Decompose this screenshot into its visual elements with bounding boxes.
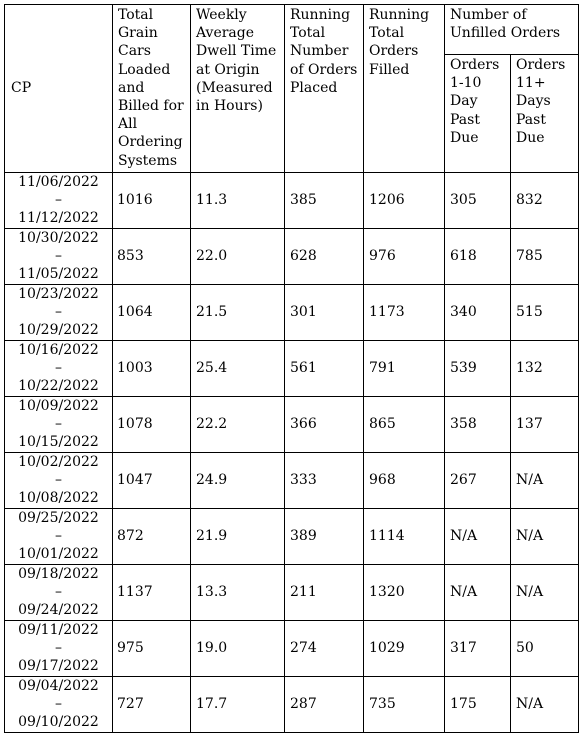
cell-past-due-11: 515 (511, 284, 579, 340)
cp-separator: – (55, 696, 62, 713)
cell-orders-placed: 385 (285, 172, 364, 228)
cp-separator: – (55, 640, 62, 657)
cell-orders-filled: 1206 (364, 172, 445, 228)
header-unfilled-orders: Number of Unfilled Orders (445, 5, 579, 55)
cp-date-range (5, 284, 113, 340)
cp-start-date: 09/11/2022 (18, 622, 99, 639)
header-dwell-time: Weekly Average Dwell Time at Origin (Measured in Hours) (191, 5, 285, 173)
cp-start-date: 10/09/2022 (18, 398, 99, 415)
header-orders-placed: Running Total Number of Orders Placed (285, 5, 364, 173)
cell-orders-filled: 865 (364, 396, 445, 452)
cp-separator: – (55, 304, 62, 321)
cell-past-due-1-10: N/A (445, 564, 511, 620)
cell-dwell-time: 21.5 (191, 284, 285, 340)
cp-date-range (5, 676, 113, 732)
cell-total-cars: 1047 (113, 452, 191, 508)
cell-past-due-1-10: 340 (445, 284, 511, 340)
table-row (5, 172, 579, 228)
cp-start-date: 09/25/2022 (18, 510, 99, 527)
cp-date-range (5, 452, 113, 508)
cell-past-due-1-10: 618 (445, 228, 511, 284)
cell-orders-placed: 628 (285, 228, 364, 284)
cell-past-due-1-10: 358 (445, 396, 511, 452)
grain-orders-table (4, 4, 579, 733)
cp-separator: – (55, 472, 62, 489)
table-row (5, 228, 579, 284)
cp-start-date: 11/06/2022 (18, 174, 99, 191)
cell-total-cars: 1003 (113, 340, 191, 396)
cp-date-range (5, 172, 113, 228)
header-orders-filled: Running Total Orders Filled (364, 5, 445, 173)
cell-past-due-11: N/A (511, 508, 579, 564)
cell-dwell-time: 19.0 (191, 620, 285, 676)
cp-start-date: 09/18/2022 (18, 566, 99, 583)
cell-total-cars: 1137 (113, 564, 191, 620)
cell-orders-placed: 333 (285, 452, 364, 508)
cell-past-due-11: N/A (511, 676, 579, 732)
cell-dwell-time: 25.4 (191, 340, 285, 396)
table-row (5, 284, 579, 340)
cell-past-due-11: 50 (511, 620, 579, 676)
cp-end-date: 11/12/2022 (18, 210, 99, 227)
table-row (5, 564, 579, 620)
cell-orders-placed: 301 (285, 284, 364, 340)
cell-total-cars: 975 (113, 620, 191, 676)
cp-date-range (5, 620, 113, 676)
cell-total-cars: 727 (113, 676, 191, 732)
cell-total-cars: 853 (113, 228, 191, 284)
table-row (5, 396, 579, 452)
header-past-due-1-10: Orders 1-10 Day Past Due (445, 55, 511, 173)
cp-separator: – (55, 416, 62, 433)
cp-start-date: 09/04/2022 (18, 678, 99, 695)
cp-date-range (5, 228, 113, 284)
table-body (5, 172, 579, 732)
header-past-due-11: Orders 11+ Days Past Due (511, 55, 579, 173)
cell-orders-filled: 968 (364, 452, 445, 508)
table-row (5, 452, 579, 508)
cell-orders-filled: 1320 (364, 564, 445, 620)
cp-end-date: 10/08/2022 (18, 490, 99, 507)
header-total-cars: Total Grain Cars Loaded and Billed for All Ordering Systems (113, 5, 191, 173)
cp-start-date: 10/16/2022 (18, 342, 99, 359)
cell-past-due-11: 785 (511, 228, 579, 284)
cp-date-range (5, 340, 113, 396)
cp-date-range (5, 564, 113, 620)
cell-dwell-time: 24.9 (191, 452, 285, 508)
table-row (5, 676, 579, 732)
cp-separator: – (55, 528, 62, 545)
cell-past-due-1-10: 267 (445, 452, 511, 508)
header-row (5, 5, 579, 55)
cell-orders-placed: 389 (285, 508, 364, 564)
cp-separator: – (55, 192, 62, 209)
cp-separator: – (55, 584, 62, 601)
cp-date-range (5, 508, 113, 564)
cell-total-cars: 1064 (113, 284, 191, 340)
cell-past-due-11: 132 (511, 340, 579, 396)
cell-total-cars: 872 (113, 508, 191, 564)
cell-orders-filled: 735 (364, 676, 445, 732)
cell-dwell-time: 11.3 (191, 172, 285, 228)
cp-end-date: 10/22/2022 (18, 378, 99, 395)
cell-past-due-1-10: N/A (445, 508, 511, 564)
cell-total-cars: 1016 (113, 172, 191, 228)
cp-separator: – (55, 360, 62, 377)
cp-start-date: 10/02/2022 (18, 454, 99, 471)
cell-orders-filled: 1029 (364, 620, 445, 676)
cell-dwell-time: 22.2 (191, 396, 285, 452)
cp-end-date: 10/29/2022 (18, 322, 99, 339)
cell-past-due-11: N/A (511, 564, 579, 620)
cp-end-date: 11/05/2022 (18, 266, 99, 283)
table-row (5, 508, 579, 564)
cell-orders-filled: 791 (364, 340, 445, 396)
cell-dwell-time: 17.7 (191, 676, 285, 732)
cp-date-range (5, 396, 113, 452)
cp-start-date: 10/30/2022 (18, 230, 99, 247)
cell-past-due-11: N/A (511, 452, 579, 508)
cell-total-cars: 1078 (113, 396, 191, 452)
header-cp: CP (5, 5, 113, 173)
cell-dwell-time: 22.0 (191, 228, 285, 284)
cell-orders-placed: 366 (285, 396, 364, 452)
cell-orders-placed: 561 (285, 340, 364, 396)
cell-past-due-1-10: 317 (445, 620, 511, 676)
cp-end-date: 10/15/2022 (18, 434, 99, 451)
cell-orders-filled: 976 (364, 228, 445, 284)
cell-dwell-time: 21.9 (191, 508, 285, 564)
table-row (5, 620, 579, 676)
cell-past-due-11: 137 (511, 396, 579, 452)
cp-end-date: 09/24/2022 (18, 602, 99, 619)
cp-end-date: 10/01/2022 (18, 546, 99, 563)
cell-past-due-1-10: 175 (445, 676, 511, 732)
cp-separator: – (55, 248, 62, 265)
cell-orders-filled: 1173 (364, 284, 445, 340)
cell-past-due-1-10: 539 (445, 340, 511, 396)
cell-past-due-11: 832 (511, 172, 579, 228)
cell-orders-placed: 274 (285, 620, 364, 676)
cell-orders-placed: 211 (285, 564, 364, 620)
cp-end-date: 09/10/2022 (18, 714, 99, 731)
cell-orders-placed: 287 (285, 676, 364, 732)
cell-past-due-1-10: 305 (445, 172, 511, 228)
cell-orders-filled: 1114 (364, 508, 445, 564)
cp-end-date: 09/17/2022 (18, 658, 99, 675)
cp-start-date: 10/23/2022 (18, 286, 99, 303)
table-row (5, 340, 579, 396)
cell-dwell-time: 13.3 (191, 564, 285, 620)
